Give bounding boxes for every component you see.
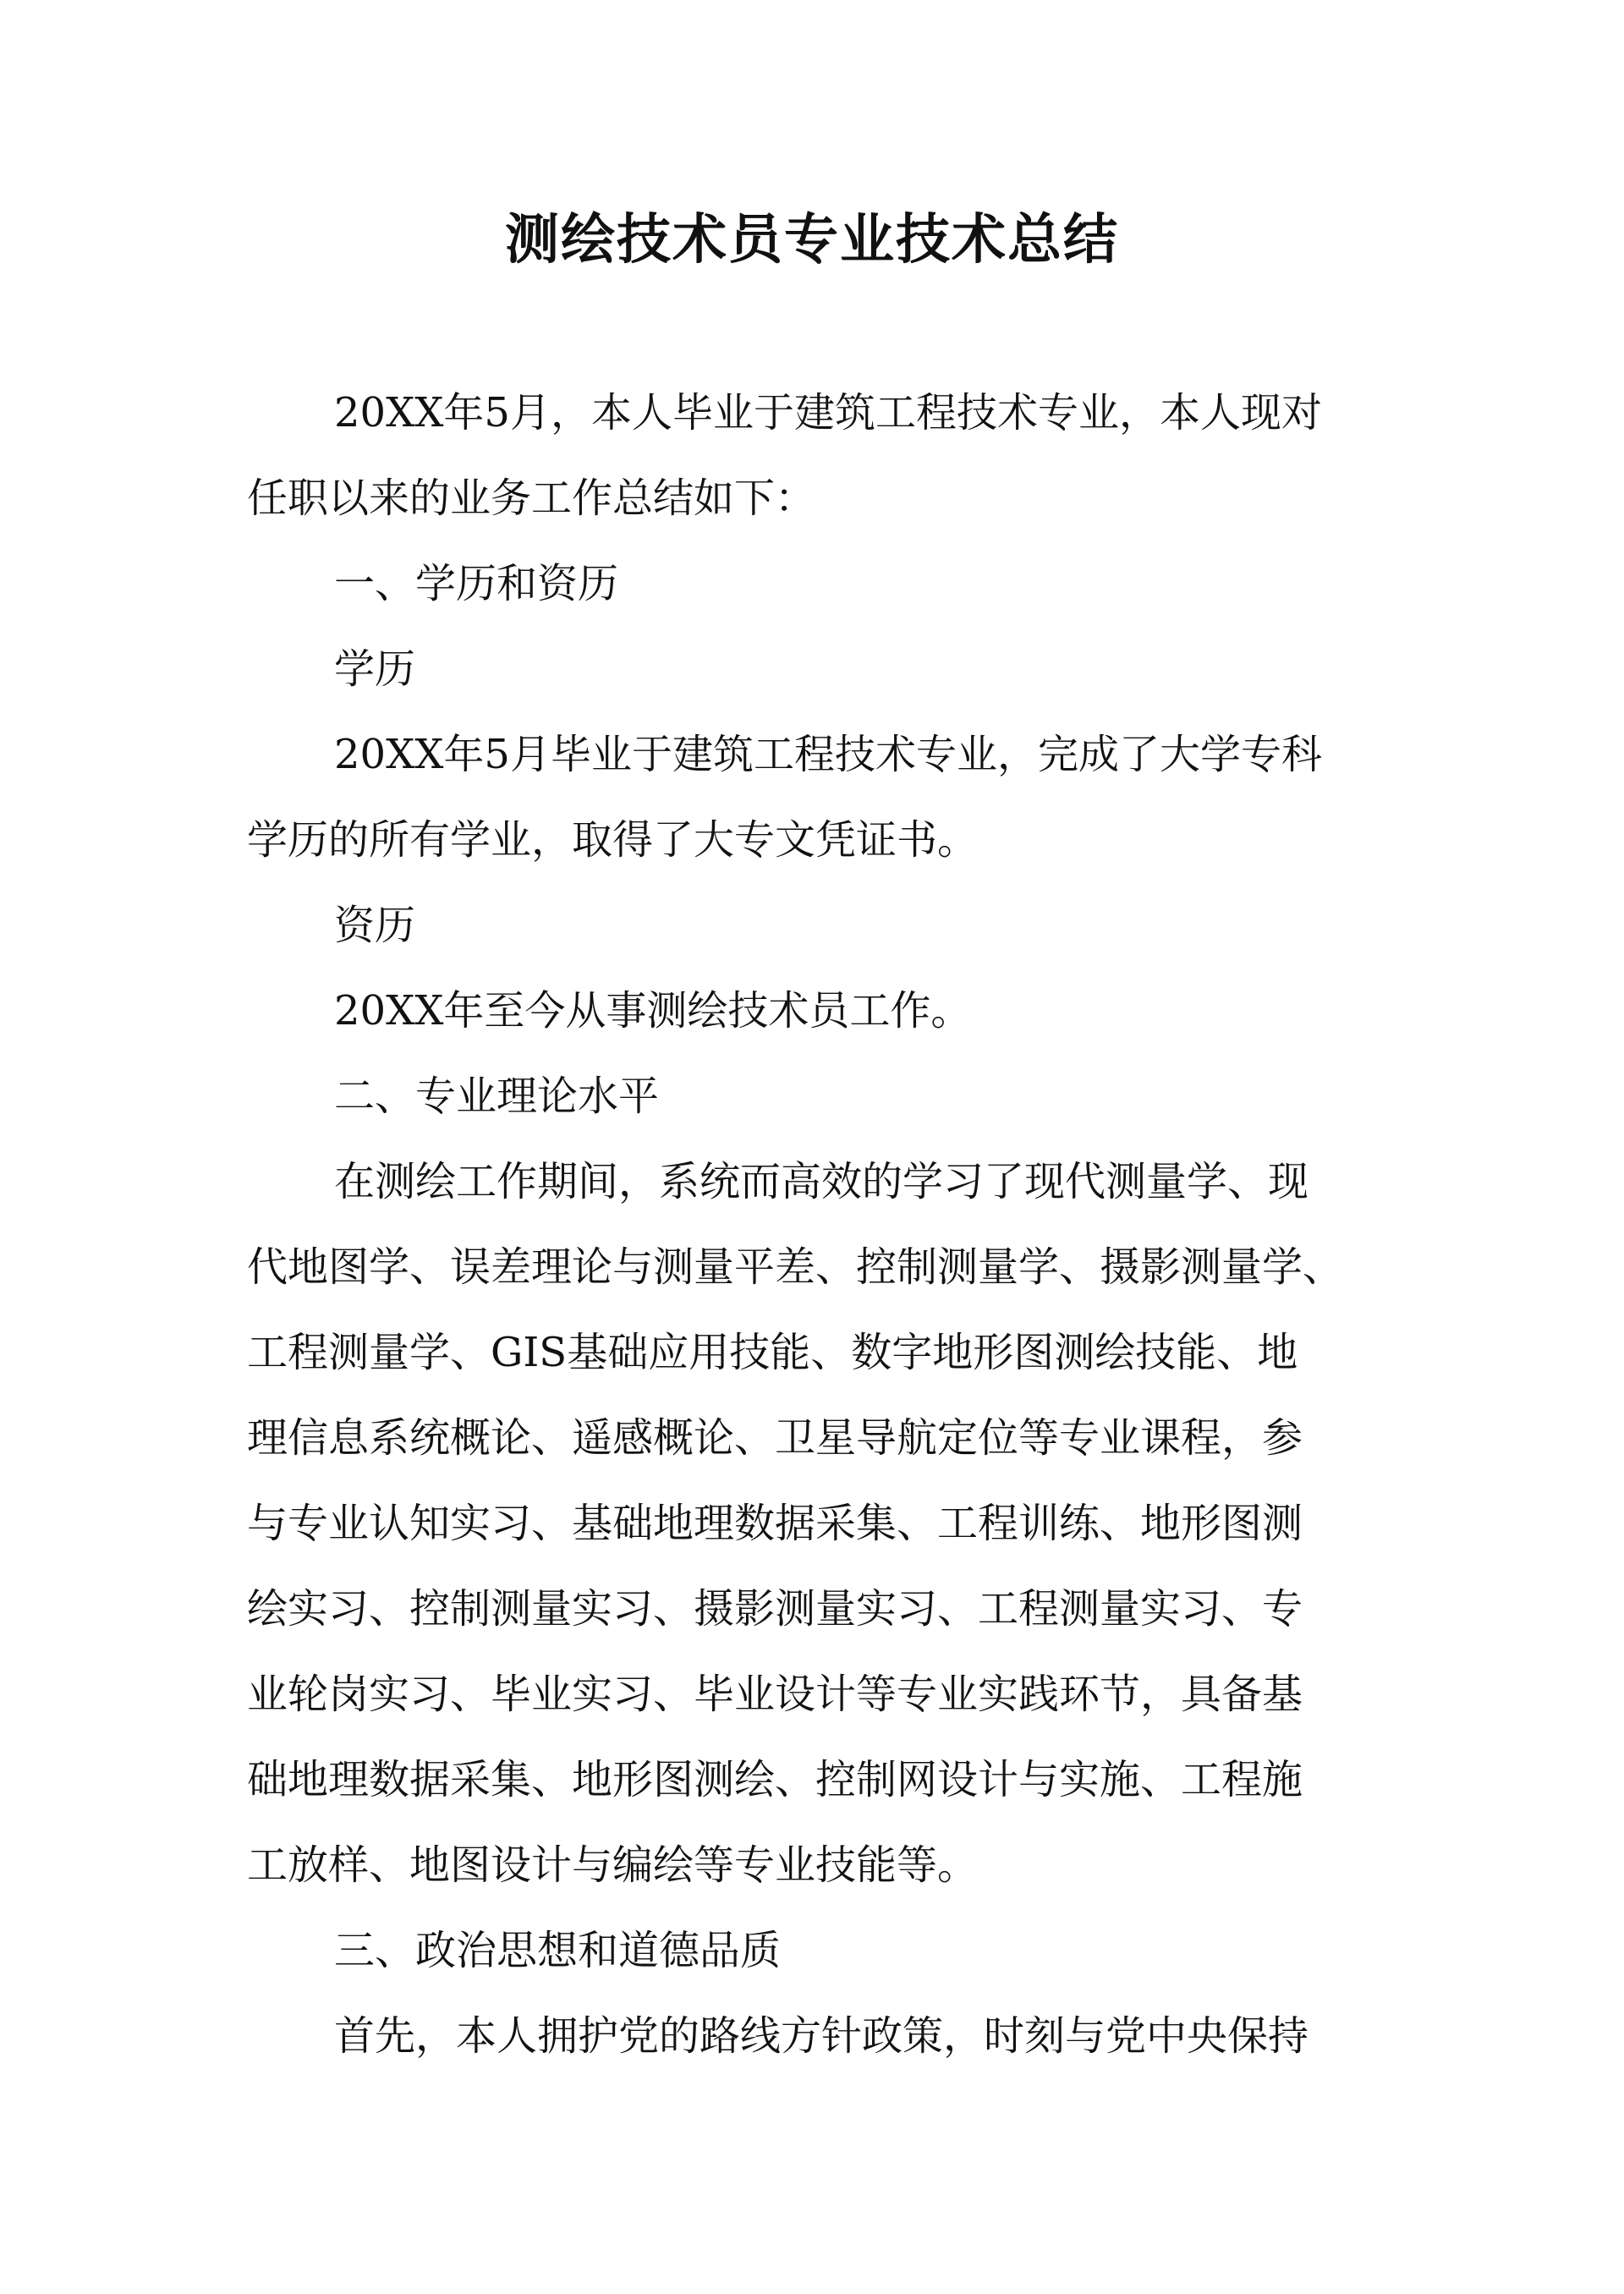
text-line: 任职以来的业务工作总结如下： [247, 475, 816, 522]
section-heading [247, 1908, 1385, 1994]
text-line: 工程测量学、GIS基础应用技能、数字地形图测绘技能、地 [247, 1329, 1298, 1376]
paragraph [247, 712, 1385, 883]
text-line: 代地图学、误差理论与测量平差、控制测量学、摄影测量学、 [247, 1243, 1344, 1291]
document-title: 测绘技术员专业技术总结 [505, 209, 1119, 272]
paragraph [247, 969, 1385, 1054]
document-body [247, 370, 1385, 2079]
text-line: 20XX年至今从事测绘技术员工作。 [334, 987, 972, 1034]
text-line: 20XX年5月，本人毕业于建筑工程技术专业，本人现对 [334, 389, 1322, 436]
text-line: 20XX年5月毕业于建筑工程技术专业，完成了大学专科 [334, 731, 1322, 778]
text-line: 工放样、地图设计与编绘等专业技能等。 [247, 1841, 979, 1889]
text-line: 学历的所有学业，取得了大专文凭证书。 [247, 816, 979, 864]
subsection-heading [247, 883, 1385, 969]
text-line: 在测绘工作期间，系统而高效的学习了现代测量学、现 [334, 1158, 1309, 1205]
text-line: 一、学历和资历 [334, 560, 619, 607]
text-line: 资历 [334, 902, 416, 949]
text-line: 学历 [334, 645, 416, 693]
text-line: 业轮岗实习、毕业实习、毕业设计等专业实践环节，具备基 [247, 1671, 1303, 1718]
paragraph [247, 1139, 1385, 1908]
section-heading [247, 541, 1385, 627]
text-line: 三、政治思想和道德品质 [334, 1927, 782, 1974]
text-line: 与专业认知实习、基础地理数据采集、工程训练、地形图测 [247, 1500, 1303, 1547]
paragraph [247, 370, 1385, 541]
section-heading [247, 1054, 1385, 1139]
subsection-heading [247, 627, 1385, 712]
text-line: 首先，本人拥护党的路线方针政策，时刻与党中央保持 [334, 2012, 1309, 2060]
text-line: 绘实习、控制测量实习、摄影测量实习、工程测量实习、专 [247, 1585, 1303, 1633]
text-line: 理信息系统概论、遥感概论、卫星导航定位等专业课程，参 [247, 1414, 1303, 1462]
text-line: 二、专业理论水平 [334, 1073, 660, 1120]
paragraph [247, 1994, 1385, 2079]
text-line: 础地理数据采集、地形图测绘、控制网设计与实施、工程施 [247, 1756, 1303, 1803]
